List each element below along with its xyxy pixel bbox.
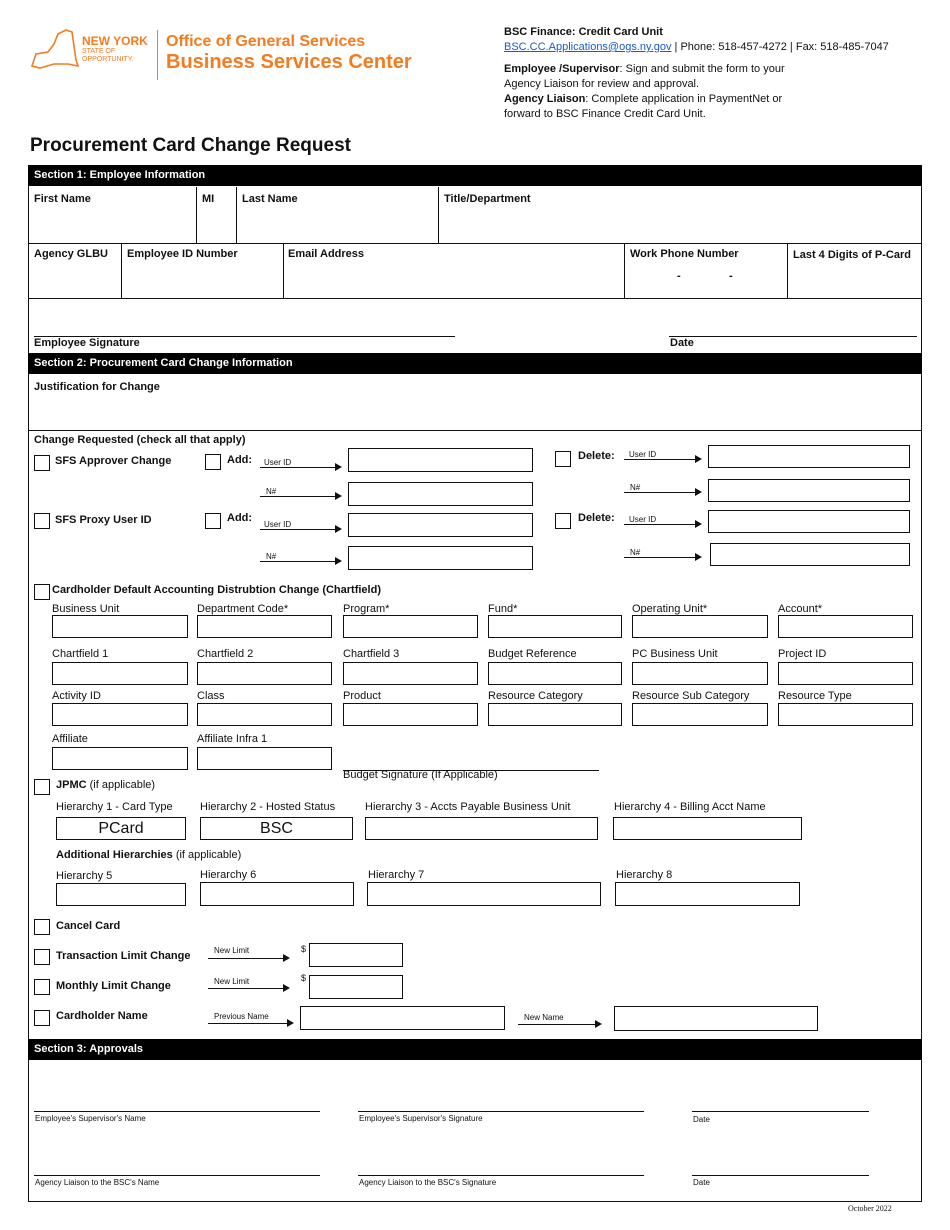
class-input[interactable] [197, 703, 332, 726]
new-name-input[interactable] [614, 1006, 818, 1031]
arrow-icon [260, 467, 340, 468]
hierarchy1-label: Hierarchy 1 - Card Type [56, 801, 173, 813]
approver-add-checkbox[interactable] [205, 454, 221, 470]
chartfield3-input[interactable] [343, 662, 478, 685]
email-link[interactable]: BSC.CC.Applications@ogs.ny.gov [504, 41, 672, 53]
department-code-input[interactable] [197, 615, 332, 638]
hierarchy7-label: Hierarchy 7 [368, 869, 425, 881]
cardholder-name-checkbox[interactable] [34, 1010, 50, 1026]
proxy-add-n-input[interactable] [348, 546, 533, 570]
resource-type-input[interactable] [778, 703, 913, 726]
proxy-add-n-label: N# [266, 552, 277, 561]
hierarchy7-input[interactable] [367, 882, 601, 906]
mi-field[interactable] [197, 206, 235, 242]
hierarchy2-label: Hierarchy 2 - Hosted Status [200, 801, 336, 813]
field-label-r2c1: Chartfield 1 [52, 648, 109, 660]
hierarchy1-input[interactable]: PCard [56, 817, 186, 840]
employee-instructions: Employee /Supervisor: Sign and submit the form to your [504, 63, 785, 75]
hierarchy5-input[interactable] [56, 883, 186, 906]
hierarchy8-input[interactable] [615, 882, 800, 906]
previous-name-input[interactable] [300, 1006, 505, 1030]
contact-line [504, 41, 889, 53]
proxy-add-userid-input[interactable] [348, 513, 533, 537]
hierarchy5-label: Hierarchy 5 [56, 870, 113, 882]
field-label-r3c4: Resource Category [488, 690, 583, 702]
monthly-limit-input[interactable] [309, 975, 403, 999]
hierarchy3-label: Hierarchy 3 - Accts Payable Business Unit [365, 801, 571, 813]
cancel-card-checkbox[interactable] [34, 919, 50, 935]
approver-delete-n-label: N# [630, 483, 641, 492]
unit-title: BSC Finance: Credit Card Unit [504, 26, 663, 38]
field-label-r2c2: Chartfield 2 [197, 648, 254, 660]
new-name-label: New Name [524, 1013, 564, 1022]
hierarchy3-input[interactable] [365, 817, 598, 840]
proxy-delete-userid-label: User ID [629, 515, 657, 524]
liaison-date-label: Date [693, 1178, 710, 1187]
section3-header: Section 3: Approvals [28, 1039, 922, 1060]
liaison-instructions: Agency Liaison: Complete application in PaymentNet or [504, 93, 783, 105]
arrow-icon [624, 459, 700, 460]
approver-delete-userid-label: User ID [629, 450, 657, 459]
cancel-card-label: Cancel Card [56, 920, 121, 932]
field-label-r1c3: Program* [343, 603, 390, 615]
date-line[interactable] [669, 336, 917, 337]
section1-header: Section 1: Employee Information [28, 165, 922, 186]
chartfield1-input[interactable] [52, 662, 188, 685]
first-name-field[interactable] [29, 206, 195, 242]
proxy-delete-n-label: N# [630, 548, 641, 557]
account-input[interactable] [778, 615, 913, 638]
chartfield2-input[interactable] [197, 662, 332, 685]
arrow-icon [260, 561, 340, 562]
phone-dash-1: - [677, 270, 681, 282]
monthly-new-limit-label: New Limit [214, 977, 250, 986]
email-label: Email Address [288, 248, 365, 260]
fund-input[interactable] [488, 615, 622, 638]
work-phone-label: Work Phone Number [630, 248, 739, 260]
ny-state-map-icon [28, 26, 83, 74]
field-label-r2c4: Budget Reference [488, 648, 577, 660]
hierarchy4-label: Hierarchy 4 - Billing Acct Name [614, 801, 766, 813]
field-label-r3c6: Resource Type [778, 690, 852, 702]
hierarchy6-label: Hierarchy 6 [200, 869, 257, 881]
liaison-date-line[interactable] [692, 1175, 869, 1176]
change-requested-label: Change Requested (check all that apply) [34, 434, 246, 446]
logo-divider [157, 30, 158, 80]
transaction-dollar: $ [301, 944, 307, 954]
affiliate-input[interactable] [52, 747, 188, 770]
field-label-r2c6: Project ID [778, 648, 827, 660]
first-name-label: First Name [34, 193, 91, 205]
monthly-dollar: $ [301, 973, 307, 983]
approver-delete-label: Delete: [578, 450, 615, 462]
sfs-proxy-checkbox[interactable] [34, 513, 50, 529]
field-label-r1c6: Account* [778, 603, 823, 615]
arrow-icon [624, 492, 700, 493]
arrow-icon [624, 524, 700, 525]
logo-opportunity: OPPORTUNITY. [82, 56, 134, 63]
field-label-r3c5: Resource Sub Category [632, 690, 750, 702]
date-label: Date [670, 337, 694, 349]
arrow-icon [208, 1023, 292, 1024]
approver-delete-n-input[interactable] [708, 479, 910, 502]
office-name: Office of General Services [166, 33, 366, 50]
liaison-name-label: Agency Liaison to the BSC's Name [35, 1178, 160, 1187]
additional-hierarchies-label: Additional Hierarchies (if applicable) [56, 849, 242, 861]
pc-business-unit-input[interactable] [632, 662, 768, 685]
agency-glbu-label: Agency GLBU [34, 248, 108, 260]
sfs-approver-checkbox[interactable] [34, 455, 50, 471]
employee-instructions-2: Agency Liaison for review and approval. [504, 78, 700, 90]
resource-sub-category-input[interactable] [632, 703, 768, 726]
arrow-icon [208, 988, 288, 989]
hierarchy6-input[interactable] [200, 882, 354, 906]
logo-ny: NEW YORK [82, 34, 148, 48]
supervisor-date-label: Date [693, 1115, 710, 1124]
field-label-r1c4: Fund* [488, 603, 518, 615]
phone-dash-2: - [729, 270, 733, 282]
arrow-icon [624, 557, 700, 558]
transaction-new-limit-label: New Limit [214, 946, 250, 955]
proxy-delete-n-input[interactable] [710, 543, 910, 566]
business-unit-input[interactable] [52, 615, 188, 638]
affiliate-infra1-input[interactable] [197, 747, 332, 770]
employee-id-label: Employee ID Number [127, 248, 238, 260]
justification-label: Justification for Change [34, 381, 160, 393]
last-name-field[interactable] [237, 206, 437, 242]
mi-label: MI [202, 193, 215, 205]
transaction-limit-label: Transaction Limit Change [56, 950, 191, 962]
field-label-r1c5: Operating Unit* [632, 603, 708, 615]
logo-state: STATE OF [82, 48, 116, 55]
field-label-r2c5: PC Business Unit [632, 648, 718, 660]
approver-add-userid-input[interactable] [348, 448, 533, 472]
approver-add-n-input[interactable] [348, 482, 533, 506]
arrow-icon [208, 958, 288, 959]
title-dept-field[interactable] [439, 206, 921, 242]
approver-delete-checkbox[interactable] [555, 451, 571, 467]
supervisor-signature-line[interactable] [358, 1111, 644, 1112]
supervisor-signature-label: Employee's Supervisor's Signature [359, 1114, 483, 1123]
last-name-label: Last Name [242, 193, 298, 205]
hierarchy8-label: Hierarchy 8 [616, 869, 673, 881]
monthly-limit-label: Monthly Limit Change [56, 980, 171, 992]
approver-add-userid-label: User ID [264, 458, 292, 467]
field-label-r3c3: Product [343, 690, 381, 702]
justification-field[interactable] [29, 395, 921, 429]
liaison-signature-label: Agency Liaison to the BSC's Signature [359, 1178, 497, 1187]
cardholder-name-label: Cardholder Name [56, 1010, 148, 1022]
product-input[interactable] [343, 703, 478, 726]
title-dept-label: Title/Department [444, 193, 531, 205]
resource-category-input[interactable] [488, 703, 622, 726]
proxy-add-userid-label: User ID [264, 520, 292, 529]
transaction-limit-input[interactable] [309, 943, 403, 967]
transaction-limit-checkbox[interactable] [34, 949, 50, 965]
approver-add-label: Add: [227, 454, 253, 466]
hierarchy4-input[interactable] [613, 817, 802, 840]
activity-id-input[interactable] [52, 703, 188, 726]
bsc-name: Business Services Center [166, 51, 412, 73]
sfs-proxy-label: SFS Proxy User ID [55, 514, 152, 526]
previous-name-label: Previous Name [214, 1012, 269, 1021]
field-label-r4c1: Affiliate [52, 733, 88, 745]
field-label-r2c3: Chartfield 3 [343, 648, 400, 660]
budget-reference-input[interactable] [488, 662, 622, 685]
footer-date: October 2022 [848, 1204, 892, 1213]
supervisor-name-label: Employee's Supervisor's Name [35, 1114, 146, 1123]
section2-header: Section 2: Procurement Card Change Information [28, 353, 922, 374]
page-title: Procurement Card Change Request [30, 135, 351, 156]
jpmc-checkbox[interactable] [34, 779, 50, 795]
proxy-add-checkbox[interactable] [205, 513, 221, 529]
liaison-signature-line[interactable] [358, 1175, 644, 1176]
field-label-r1c1: Business Unit [52, 603, 120, 615]
field-label-r1c2: Department Code* [197, 603, 289, 615]
project-id-input[interactable] [778, 662, 913, 685]
approver-delete-userid-input[interactable] [708, 445, 910, 468]
phone-fax: | Phone: 518-457-4272 | Fax: 518-485-7047 [671, 41, 889, 53]
sfs-approver-label: SFS Approver Change [55, 455, 172, 467]
jpmc-label: JPMC (if applicable) [56, 779, 156, 791]
arrow-icon [260, 496, 340, 497]
last4-label: Last 4 Digits of P-Card [793, 249, 911, 261]
liaison-name-line[interactable] [34, 1175, 320, 1176]
field-label-r3c2: Class [197, 690, 225, 702]
approver-add-n-label: N# [266, 487, 277, 496]
proxy-delete-checkbox[interactable] [555, 513, 571, 529]
program-input[interactable] [343, 615, 478, 638]
proxy-delete-userid-input[interactable] [708, 510, 910, 533]
chartfield-checkbox[interactable] [34, 584, 50, 600]
field-label-r3c1: Activity ID [52, 690, 101, 702]
employee-signature-label: Employee Signature [34, 337, 140, 349]
supervisor-name-line[interactable] [34, 1111, 320, 1112]
budget-signature-label: Budget Signature (If Applicable) [343, 769, 498, 781]
proxy-add-label: Add: [227, 512, 253, 524]
arrow-icon [260, 529, 340, 530]
operating-unit-input[interactable] [632, 615, 768, 638]
liaison-instructions-2: forward to BSC Finance Credit Card Unit. [504, 108, 706, 120]
arrow-icon [518, 1024, 600, 1025]
hierarchy2-input[interactable]: BSC [200, 817, 353, 840]
chartfield-change-label: Cardholder Default Accounting Distrubtion Change (Chartfield) [52, 584, 381, 596]
field-label-r4c2: Affiliate Infra 1 [197, 733, 268, 745]
monthly-limit-checkbox[interactable] [34, 979, 50, 995]
proxy-delete-label: Delete: [578, 512, 615, 524]
supervisor-date-line[interactable] [692, 1111, 869, 1112]
